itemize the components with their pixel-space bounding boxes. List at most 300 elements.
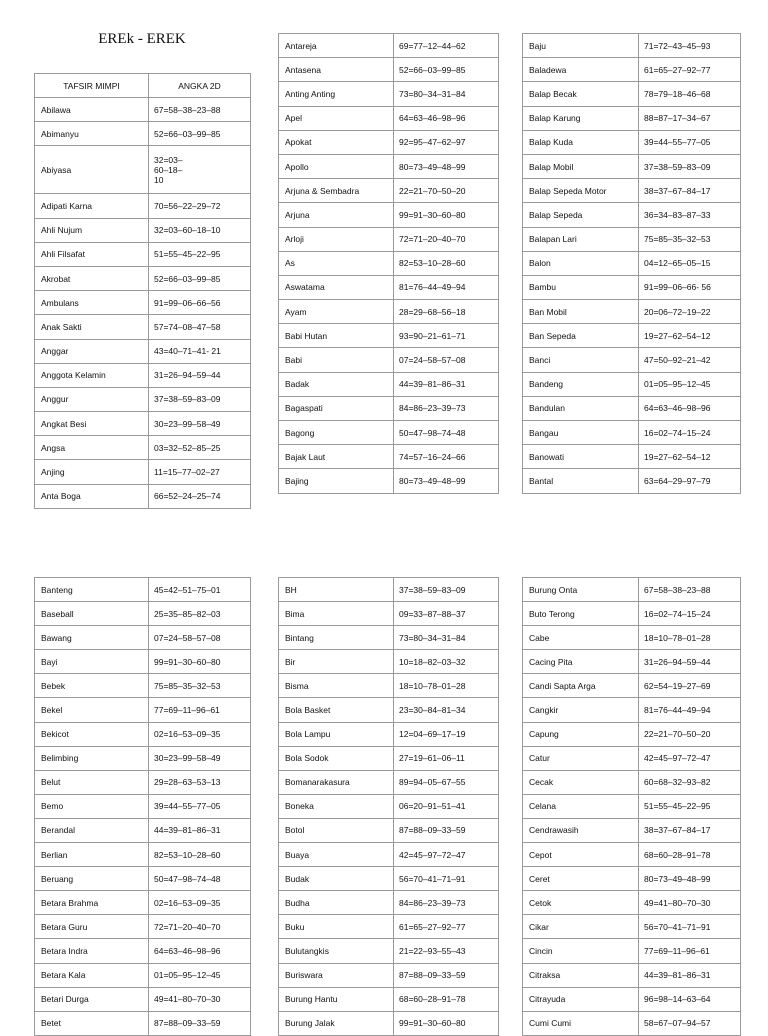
dream-name-cell: Babi bbox=[279, 348, 394, 372]
table-row bbox=[35, 339, 251, 363]
table-row bbox=[523, 372, 741, 396]
dream-name-cell: Abilawa bbox=[35, 98, 149, 122]
table-row bbox=[279, 770, 499, 794]
table-row bbox=[279, 891, 499, 915]
number-code-cell: 72=71–20–40–70 bbox=[394, 227, 499, 251]
number-code-cell: 93=90–21–61–71 bbox=[394, 324, 499, 348]
number-code-cell: 42=45–97–72–47 bbox=[394, 843, 499, 867]
table-row bbox=[279, 650, 499, 674]
number-code-cell: 16=02–74–15–24 bbox=[639, 421, 741, 445]
number-code-cell: 07=24–58–57–08 bbox=[394, 348, 499, 372]
number-code-cell: 44=39–81–86–31 bbox=[394, 372, 499, 396]
number-code-cell: 22=21–70–50–20 bbox=[639, 722, 741, 746]
dream-name-cell: Balap Sepeda bbox=[523, 203, 639, 227]
dream-name-cell: Berlian bbox=[35, 843, 149, 867]
table-row bbox=[279, 674, 499, 698]
table-row bbox=[523, 275, 741, 299]
number-code-cell: 77=69–11–96–61 bbox=[149, 698, 251, 722]
dream-name-cell: Bola Basket bbox=[279, 698, 394, 722]
number-code-cell: 49=41–80–70–30 bbox=[639, 891, 741, 915]
dream-name-cell: Betara Brahma bbox=[35, 891, 149, 915]
dream-name-cell: Baju bbox=[523, 34, 639, 58]
table-row bbox=[279, 130, 499, 154]
header-angka-2d: ANGKA 2D bbox=[149, 74, 251, 98]
table-row bbox=[35, 460, 251, 484]
number-code-cell: 30=23–99–58–49 bbox=[149, 746, 251, 770]
dream-name-cell: Abiyasa bbox=[35, 146, 149, 194]
number-code-cell: 52=66–03–99–85 bbox=[149, 266, 251, 290]
number-code-cell: 92=95–47–62–97 bbox=[394, 130, 499, 154]
number-code-cell: 50=47–98–74–48 bbox=[149, 867, 251, 891]
dream-name-cell: Baladewa bbox=[523, 58, 639, 82]
table-row bbox=[279, 445, 499, 469]
number-code-cell: 56=70–41–71–91 bbox=[639, 915, 741, 939]
table-row bbox=[279, 203, 499, 227]
table-row bbox=[523, 843, 741, 867]
number-code-cell: 52=66–03–99–85 bbox=[394, 58, 499, 82]
dream-name-cell: Bomanarakasura bbox=[279, 770, 394, 794]
dream-table-4 bbox=[34, 577, 251, 1036]
number-code-cell: 80=73–49–48–99 bbox=[394, 154, 499, 178]
number-code-cell: 96=98–14–63–64 bbox=[639, 987, 741, 1011]
number-code-cell: 87=88–09–33–59 bbox=[394, 818, 499, 842]
table-row bbox=[35, 242, 251, 266]
number-code-cell: 89=94–05–67–55 bbox=[394, 770, 499, 794]
table-row bbox=[523, 650, 741, 674]
dream-name-cell: Belut bbox=[35, 770, 149, 794]
number-code-cell: 99=91–30–60–80 bbox=[394, 203, 499, 227]
dream-name-cell: Betara Indra bbox=[35, 939, 149, 963]
number-code-cell: 72=71–20–40–70 bbox=[149, 915, 251, 939]
dream-name-cell: Catur bbox=[523, 746, 639, 770]
table-row bbox=[279, 626, 499, 650]
dream-name-cell: Anting Anting bbox=[279, 82, 394, 106]
dream-name-cell: Ahli Filsafat bbox=[35, 242, 149, 266]
table-row bbox=[279, 251, 499, 275]
dream-name-cell: Belimbing bbox=[35, 746, 149, 770]
table-row bbox=[279, 843, 499, 867]
dream-name-cell: Balon bbox=[523, 251, 639, 275]
table-row bbox=[35, 626, 251, 650]
number-code-cell: 91=99–06–66–56 bbox=[149, 291, 251, 315]
dream-name-cell: Citrayuda bbox=[523, 987, 639, 1011]
table-row bbox=[279, 818, 499, 842]
table-row bbox=[523, 674, 741, 698]
table-header-row bbox=[35, 74, 251, 98]
number-code-cell: 61=65–27–92–77 bbox=[639, 58, 741, 82]
table-row bbox=[523, 106, 741, 130]
number-code-cell: 81=76–44–49–94 bbox=[639, 698, 741, 722]
dream-name-cell: Citraksa bbox=[523, 963, 639, 987]
number-code-cell: 09=33–87–88–37 bbox=[394, 602, 499, 626]
table-row bbox=[279, 372, 499, 396]
table-row bbox=[35, 746, 251, 770]
table-row bbox=[279, 602, 499, 626]
dream-name-cell: Banci bbox=[523, 348, 639, 372]
dream-name-cell: Budak bbox=[279, 867, 394, 891]
table-row bbox=[35, 602, 251, 626]
dream-name-cell: Baseball bbox=[35, 602, 149, 626]
number-code-cell: 71=72–43–45–93 bbox=[639, 34, 741, 58]
dream-name-cell: Bayi bbox=[35, 650, 149, 674]
table-row bbox=[279, 963, 499, 987]
number-code-cell: 62=54–19–27–69 bbox=[639, 674, 741, 698]
table-row bbox=[35, 867, 251, 891]
table-row bbox=[523, 794, 741, 818]
dream-name-cell: Ayam bbox=[279, 300, 394, 324]
number-code-cell: 78=79–18–46–68 bbox=[639, 82, 741, 106]
table-row bbox=[35, 98, 251, 122]
table-row bbox=[279, 154, 499, 178]
table-row bbox=[279, 396, 499, 420]
dream-table-5 bbox=[278, 577, 499, 1036]
table-row bbox=[35, 122, 251, 146]
table-row bbox=[523, 396, 741, 420]
number-code-cell: 38=37–67–84–17 bbox=[639, 818, 741, 842]
dream-name-cell: BH bbox=[279, 578, 394, 602]
table-row bbox=[35, 963, 251, 987]
dream-name-cell: Anggota Kelamin bbox=[35, 363, 149, 387]
dream-name-cell: Bagong bbox=[279, 421, 394, 445]
table-row bbox=[523, 578, 741, 602]
number-code-cell: 68=60–28–91–78 bbox=[394, 987, 499, 1011]
dream-name-cell: Celana bbox=[523, 794, 639, 818]
page-title: EREk - EREK bbox=[98, 31, 186, 47]
table-row bbox=[523, 179, 741, 203]
dream-name-cell: Balap Kuda bbox=[523, 130, 639, 154]
number-code-cell: 27=19–61–06–11 bbox=[394, 746, 499, 770]
table-row bbox=[523, 867, 741, 891]
number-code-cell: 51=55–45–22–95 bbox=[149, 242, 251, 266]
table-row bbox=[279, 82, 499, 106]
table-row bbox=[523, 602, 741, 626]
table-row bbox=[35, 698, 251, 722]
number-code-cell: 61=65–27–92–77 bbox=[394, 915, 499, 939]
dream-name-cell: Angsa bbox=[35, 436, 149, 460]
number-code-cell: 99=91–30–60–80 bbox=[394, 1011, 499, 1035]
dream-name-cell: Arjuna & Sembadra bbox=[279, 179, 394, 203]
number-code-cell: 18=10–78–01–28 bbox=[394, 674, 499, 698]
dream-name-cell: Babi Hutan bbox=[279, 324, 394, 348]
dream-table-6 bbox=[522, 577, 741, 1036]
dream-name-cell: Badak bbox=[279, 372, 394, 396]
table-row bbox=[35, 818, 251, 842]
dream-name-cell: Apollo bbox=[279, 154, 394, 178]
table-row bbox=[35, 770, 251, 794]
number-code-cell: 56=70–41–71–91 bbox=[394, 867, 499, 891]
number-code-cell: 36=34–83–87–33 bbox=[639, 203, 741, 227]
number-code-cell: 88=87–17–34–67 bbox=[639, 106, 741, 130]
dream-table-3 bbox=[522, 33, 741, 494]
dream-name-cell: Bir bbox=[279, 650, 394, 674]
dream-name-cell: Ban Mobil bbox=[523, 300, 639, 324]
number-code-cell: 67=58–38–23–88 bbox=[149, 98, 251, 122]
dream-name-cell: Banteng bbox=[35, 578, 149, 602]
table-row bbox=[523, 34, 741, 58]
table-row bbox=[523, 469, 741, 493]
dream-name-cell: Apokat bbox=[279, 130, 394, 154]
number-code-cell: 51=55–45–22–95 bbox=[639, 794, 741, 818]
number-code-cell: 68=60–28–91–78 bbox=[639, 843, 741, 867]
dream-name-cell: Angkat Besi bbox=[35, 412, 149, 436]
dream-name-cell: Bandulan bbox=[523, 396, 639, 420]
number-code-cell: 82=53–10–28–60 bbox=[149, 843, 251, 867]
dream-name-cell: Cabe bbox=[523, 626, 639, 650]
number-code-cell: 43=40–71–41- 21 bbox=[149, 339, 251, 363]
number-code-cell: 28=29–68–56–18 bbox=[394, 300, 499, 324]
table-row bbox=[523, 746, 741, 770]
number-code-cell: 60=68–32–93–82 bbox=[639, 770, 741, 794]
table-row bbox=[279, 578, 499, 602]
table-row bbox=[279, 469, 499, 493]
table-row bbox=[523, 324, 741, 348]
dream-name-cell: Bola Sodok bbox=[279, 746, 394, 770]
number-code-cell: 06=20–91–51–41 bbox=[394, 794, 499, 818]
number-code-cell: 87=88–09–33–59 bbox=[149, 1011, 251, 1035]
dream-name-cell: Akrobat bbox=[35, 266, 149, 290]
table-row bbox=[279, 698, 499, 722]
dream-name-cell: Apel bbox=[279, 106, 394, 130]
dream-name-cell: Ambulans bbox=[35, 291, 149, 315]
dream-name-cell: Burung Onta bbox=[523, 578, 639, 602]
table-row bbox=[279, 1011, 499, 1035]
table-row bbox=[279, 348, 499, 372]
dream-name-cell: Buaya bbox=[279, 843, 394, 867]
dream-name-cell: Anggur bbox=[35, 387, 149, 411]
table-row bbox=[523, 626, 741, 650]
table-row bbox=[279, 275, 499, 299]
dream-table-1 bbox=[34, 73, 251, 509]
number-code-cell: 02=16–53–09–35 bbox=[149, 722, 251, 746]
number-code-cell: 91=99–06–66- 56 bbox=[639, 275, 741, 299]
dream-name-cell: Bekel bbox=[35, 698, 149, 722]
dream-name-cell: Bulutangkis bbox=[279, 939, 394, 963]
dream-name-cell: Bantal bbox=[523, 469, 639, 493]
number-code-cell: 47=50–92–21–42 bbox=[639, 348, 741, 372]
table-row bbox=[523, 82, 741, 106]
dream-name-cell: Bajak Laut bbox=[279, 445, 394, 469]
table-row bbox=[523, 770, 741, 794]
dream-name-cell: Bawang bbox=[35, 626, 149, 650]
dream-name-cell: Bima bbox=[279, 602, 394, 626]
number-code-cell: 57=74–08–47–58 bbox=[149, 315, 251, 339]
dream-name-cell: Boneka bbox=[279, 794, 394, 818]
dream-name-cell: Bola Lampu bbox=[279, 722, 394, 746]
dream-name-cell: Budha bbox=[279, 891, 394, 915]
number-code-cell: 80=73–49–48–99 bbox=[639, 867, 741, 891]
dream-name-cell: Cumi Cumi bbox=[523, 1011, 639, 1035]
table-row bbox=[35, 315, 251, 339]
table-row bbox=[523, 421, 741, 445]
number-code-cell: 37=38–59–83–09 bbox=[639, 154, 741, 178]
number-code-cell: 32=03– 60–18– 10 bbox=[149, 146, 251, 194]
number-code-cell: 19=27–62–54–12 bbox=[639, 324, 741, 348]
dream-name-cell: Cetok bbox=[523, 891, 639, 915]
dream-name-cell: Abimanyu bbox=[35, 122, 149, 146]
dream-name-cell: Cacing Pita bbox=[523, 650, 639, 674]
table-row bbox=[523, 130, 741, 154]
table-row bbox=[279, 106, 499, 130]
number-code-cell: 66=52–24–25–74 bbox=[149, 484, 251, 508]
table-row bbox=[523, 939, 741, 963]
dream-name-cell: Ceret bbox=[523, 867, 639, 891]
table-row bbox=[279, 421, 499, 445]
dream-name-cell: Bisma bbox=[279, 674, 394, 698]
number-code-cell: 80=73–49–48–99 bbox=[394, 469, 499, 493]
dream-name-cell: Anta Boga bbox=[35, 484, 149, 508]
dream-name-cell: Botol bbox=[279, 818, 394, 842]
dream-name-cell: Ahli Nujum bbox=[35, 218, 149, 242]
number-code-cell: 50=47–98–74–48 bbox=[394, 421, 499, 445]
number-code-cell: 42=45–97–72–47 bbox=[639, 746, 741, 770]
dream-name-cell: Balap Mobil bbox=[523, 154, 639, 178]
number-code-cell: 19=27–62–54–12 bbox=[639, 445, 741, 469]
dream-name-cell: Cecak bbox=[523, 770, 639, 794]
table-row bbox=[279, 58, 499, 82]
number-code-cell: 25=35–85–82–03 bbox=[149, 602, 251, 626]
number-code-cell: 07=24–58–57–08 bbox=[149, 626, 251, 650]
dream-name-cell: Arloji bbox=[279, 227, 394, 251]
number-code-cell: 44=39–81–86–31 bbox=[149, 818, 251, 842]
dream-name-cell: Burung Jalak bbox=[279, 1011, 394, 1035]
number-code-cell: 77=69–11–96–61 bbox=[639, 939, 741, 963]
dream-name-cell: Ban Sepeda bbox=[523, 324, 639, 348]
table-row bbox=[523, 963, 741, 987]
table-row bbox=[35, 722, 251, 746]
dream-name-cell: Buriswara bbox=[279, 963, 394, 987]
number-code-cell: 01=05–95–12–45 bbox=[639, 372, 741, 396]
dream-name-cell: As bbox=[279, 251, 394, 275]
dream-name-cell: Anggar bbox=[35, 339, 149, 363]
number-code-cell: 45=42–51–75–01 bbox=[149, 578, 251, 602]
table-row bbox=[523, 227, 741, 251]
dream-name-cell: Betet bbox=[35, 1011, 149, 1035]
dream-name-cell: Anjing bbox=[35, 460, 149, 484]
number-code-cell: 49=41–80–70–30 bbox=[149, 987, 251, 1011]
table-row bbox=[279, 939, 499, 963]
number-code-cell: 52=66–03–99–85 bbox=[149, 122, 251, 146]
dream-name-cell: Bajing bbox=[279, 469, 394, 493]
table-row bbox=[523, 348, 741, 372]
number-code-cell: 11=15–77–02–27 bbox=[149, 460, 251, 484]
number-code-cell: 82=53–10–28–60 bbox=[394, 251, 499, 275]
table-row bbox=[523, 445, 741, 469]
dream-name-cell: Balap Becak bbox=[523, 82, 639, 106]
dream-name-cell: Bekicot bbox=[35, 722, 149, 746]
number-code-cell: 16=02–74–15–24 bbox=[639, 602, 741, 626]
number-code-cell: 70=56–22–29–72 bbox=[149, 194, 251, 218]
table-row bbox=[523, 251, 741, 275]
table-row bbox=[35, 794, 251, 818]
number-code-cell: 04=12–65–05–15 bbox=[639, 251, 741, 275]
number-code-cell: 75=85–35–32–53 bbox=[639, 227, 741, 251]
dream-name-cell: Bangau bbox=[523, 421, 639, 445]
table-row bbox=[523, 987, 741, 1011]
table-row bbox=[35, 1011, 251, 1035]
table-row bbox=[35, 843, 251, 867]
table-row bbox=[523, 818, 741, 842]
table-row bbox=[279, 324, 499, 348]
table-row bbox=[279, 300, 499, 324]
number-code-cell: 31=26–94–59–44 bbox=[639, 650, 741, 674]
dream-name-cell: Bemo bbox=[35, 794, 149, 818]
table-row bbox=[523, 154, 741, 178]
table-row bbox=[35, 436, 251, 460]
number-code-cell: 20=06–72–19–22 bbox=[639, 300, 741, 324]
number-code-cell: 64=63–46–98–96 bbox=[394, 106, 499, 130]
table-row bbox=[35, 146, 251, 194]
table-row bbox=[523, 722, 741, 746]
dream-table-2 bbox=[278, 33, 499, 494]
table-row bbox=[35, 291, 251, 315]
dream-name-cell: Buto Terong bbox=[523, 602, 639, 626]
table-row bbox=[279, 227, 499, 251]
table-row bbox=[35, 194, 251, 218]
table-row bbox=[523, 203, 741, 227]
number-code-cell: 87=88–09–33–59 bbox=[394, 963, 499, 987]
number-code-cell: 67=58–38–23–88 bbox=[639, 578, 741, 602]
dream-name-cell: Bambu bbox=[523, 275, 639, 299]
number-code-cell: 03=32–52–85–25 bbox=[149, 436, 251, 460]
table-row bbox=[279, 722, 499, 746]
number-code-cell: 69=77–12–44–62 bbox=[394, 34, 499, 58]
table-row bbox=[35, 578, 251, 602]
dream-name-cell: Adipati Karna bbox=[35, 194, 149, 218]
number-code-cell: 32=03–60–18–10 bbox=[149, 218, 251, 242]
number-code-cell: 39=44–55–77–05 bbox=[639, 130, 741, 154]
dream-name-cell: Cepot bbox=[523, 843, 639, 867]
dream-name-cell: Cincin bbox=[523, 939, 639, 963]
dream-name-cell: Antareja bbox=[279, 34, 394, 58]
dream-name-cell: Berandal bbox=[35, 818, 149, 842]
dream-name-cell: Banowati bbox=[523, 445, 639, 469]
dream-name-cell: Candi Sapta Arga bbox=[523, 674, 639, 698]
number-code-cell: 31=26–94–59–44 bbox=[149, 363, 251, 387]
dream-name-cell: Bintang bbox=[279, 626, 394, 650]
number-code-cell: 30=23–99–58–49 bbox=[149, 412, 251, 436]
table-row bbox=[523, 891, 741, 915]
number-code-cell: 29=28–63–53–13 bbox=[149, 770, 251, 794]
number-code-cell: 22=21–70–50–20 bbox=[394, 179, 499, 203]
table-row bbox=[35, 266, 251, 290]
number-code-cell: 37=38–59–83–09 bbox=[149, 387, 251, 411]
dream-name-cell: Bagaspati bbox=[279, 396, 394, 420]
dream-name-cell: Capung bbox=[523, 722, 639, 746]
number-code-cell: 12=04–69–17–19 bbox=[394, 722, 499, 746]
number-code-cell: 01=05–95–12–45 bbox=[149, 963, 251, 987]
number-code-cell: 39=44–55–77–05 bbox=[149, 794, 251, 818]
number-code-cell: 64=63–46–98–96 bbox=[639, 396, 741, 420]
dream-name-cell: Buku bbox=[279, 915, 394, 939]
dream-name-cell: Betara Kala bbox=[35, 963, 149, 987]
table-row bbox=[35, 939, 251, 963]
table-row bbox=[279, 987, 499, 1011]
table-row bbox=[279, 179, 499, 203]
table-row bbox=[35, 412, 251, 436]
number-code-cell: 38=37–67–84–17 bbox=[639, 179, 741, 203]
number-code-cell: 44=39–81–86–31 bbox=[639, 963, 741, 987]
table-row bbox=[279, 746, 499, 770]
table-row bbox=[35, 218, 251, 242]
number-code-cell: 18=10–78–01–28 bbox=[639, 626, 741, 650]
number-code-cell: 02=16–53–09–35 bbox=[149, 891, 251, 915]
dream-name-cell: Bandeng bbox=[523, 372, 639, 396]
table-row bbox=[279, 34, 499, 58]
number-code-cell: 10=18–82–03–32 bbox=[394, 650, 499, 674]
dream-name-cell: Balap Sepeda Motor bbox=[523, 179, 639, 203]
number-code-cell: 37=38–59–83–09 bbox=[394, 578, 499, 602]
table-row bbox=[523, 1011, 741, 1035]
